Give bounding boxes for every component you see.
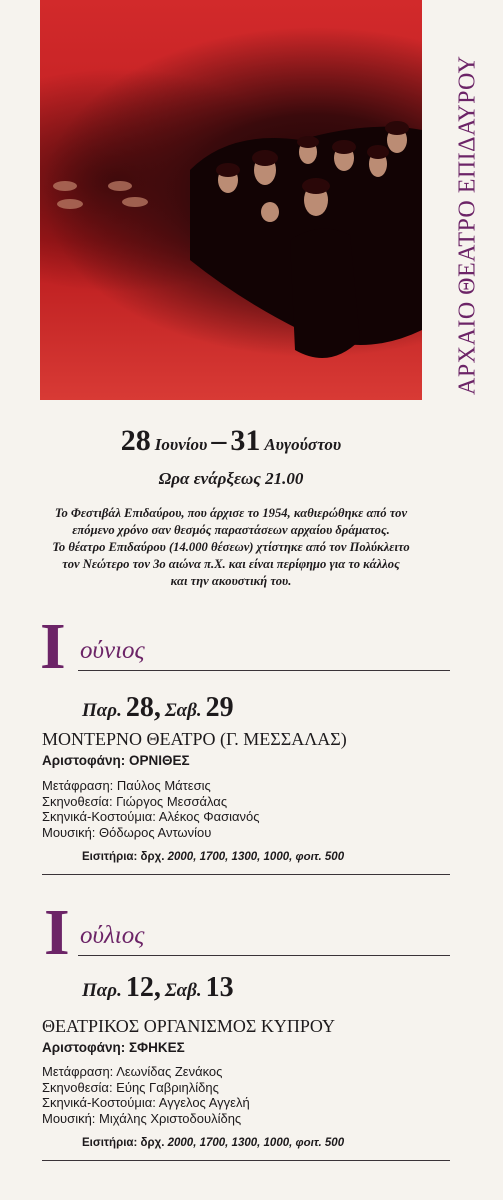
weekday-b: Σαβ. [164, 700, 202, 721]
credit-line: Μουσική: Μιχάλης Χριστοδουλίδης [42, 1110, 242, 1126]
ticket-prices [82, 851, 344, 863]
credit-line: Σκηνικά-Κοστούμια: Αγγελος Αγγελή [42, 1095, 250, 1110]
month-initial: I [44, 896, 70, 969]
intro-text [40, 505, 422, 590]
month-name: ούλιος [80, 922, 145, 949]
intro-line: επόμενο χρόνο σαν θεσμός παραστάσεων αρχαίου δράματος. [72, 523, 390, 537]
company-name: ΜΟΝΤΕΡΝΟ ΘΕΑΤΡΟ (Γ. ΜΕΣΣΑΛΑΣ) [42, 729, 347, 749]
start-month: Ιουνίου [154, 435, 208, 454]
chorus-figures-illustration [40, 0, 422, 400]
month-name: ούνιος [80, 637, 145, 664]
tickets-label: Εισιτήρια: δρχ. [82, 1137, 165, 1149]
company-name: ΘΕΑΤΡΙΚΟΣ ΟΡΓΑΝΙΣΜΟΣ ΚΥΠΡΟΥ [42, 1016, 335, 1036]
intro-line: Το θέατρο Επιδαύρου (14.000 θέσεων) χτίστηκε από τον Πολύκλειτο [52, 540, 410, 554]
start-time: Ωρα ενάρξεως 21.00 [158, 469, 304, 488]
play-title: Αριστοφάνη: ΟΡΝΙΘΕΣ [42, 753, 190, 768]
section-divider [42, 874, 450, 875]
performance-dates [82, 972, 234, 1004]
weekday-a: Παρ. [82, 980, 122, 1001]
day-b: 13 [205, 972, 234, 1003]
tickets-values: 2000, 1700, 1300, 1000, φοιτ. 500 [167, 1137, 345, 1149]
day-a: 12, [125, 972, 161, 1003]
section-divider [42, 1160, 450, 1161]
credits [42, 1064, 250, 1126]
festival-dates [40, 424, 422, 458]
intro-line: Το Φεστιβάλ Επιδαύρου, που άρχισε το 1954, καθιερώθηκε από τον [54, 506, 408, 520]
credit-line: Σκηνοθεσία: Γιώργος Μεσσάλας [42, 793, 228, 809]
credit-line: Μετάφραση: Λεωνίδας Ζενάκος [42, 1064, 223, 1079]
ticket-prices [82, 1137, 344, 1149]
date-dash: – [211, 424, 227, 457]
tickets-values: 2000, 1700, 1300, 1000, φοιτ. 500 [167, 851, 345, 863]
end-day: 31 [230, 424, 261, 457]
weekday-a: Παρ. [82, 700, 122, 721]
month-initial: I [40, 610, 66, 683]
day-b: 29 [205, 692, 234, 723]
play-title: Αριστοφάνη: ΣΦΗΚΕΣ [42, 1040, 185, 1055]
intro-line: τον Νεώτερο τον 3ο αιώνα π.Χ. και είναι περίφημο για το κάλλος [62, 557, 400, 571]
venue-title-vertical: ΑΡΧΑΙΟ ΘΕΑΤΡΟ ΕΠΙΔΑΥΡΟΥ [454, 55, 481, 395]
start-day: 28 [120, 424, 151, 457]
hero-photo [40, 0, 422, 400]
credit-line: Μετάφραση: Παύλος Μάτεσις [42, 778, 211, 793]
credits [42, 778, 260, 840]
intro-line: και την ακουστική του. [170, 574, 292, 588]
month-divider [78, 955, 450, 956]
weekday-b: Σαβ. [164, 980, 202, 1001]
performance-dates [82, 692, 234, 724]
month-divider [78, 670, 450, 671]
tickets-label: Εισιτήρια: δρχ. [82, 851, 165, 863]
day-a: 28, [125, 692, 161, 723]
credit-line: Σκηνικά-Κοστούμια: Αλέκος Φασιανός [42, 809, 260, 824]
credit-line: Μουσική: Θόδωρος Αντωνίου [42, 824, 212, 840]
end-month: Αυγούστου [264, 435, 342, 454]
credit-line: Σκηνοθεσία: Εύης Γαβριηλίδης [42, 1079, 219, 1095]
